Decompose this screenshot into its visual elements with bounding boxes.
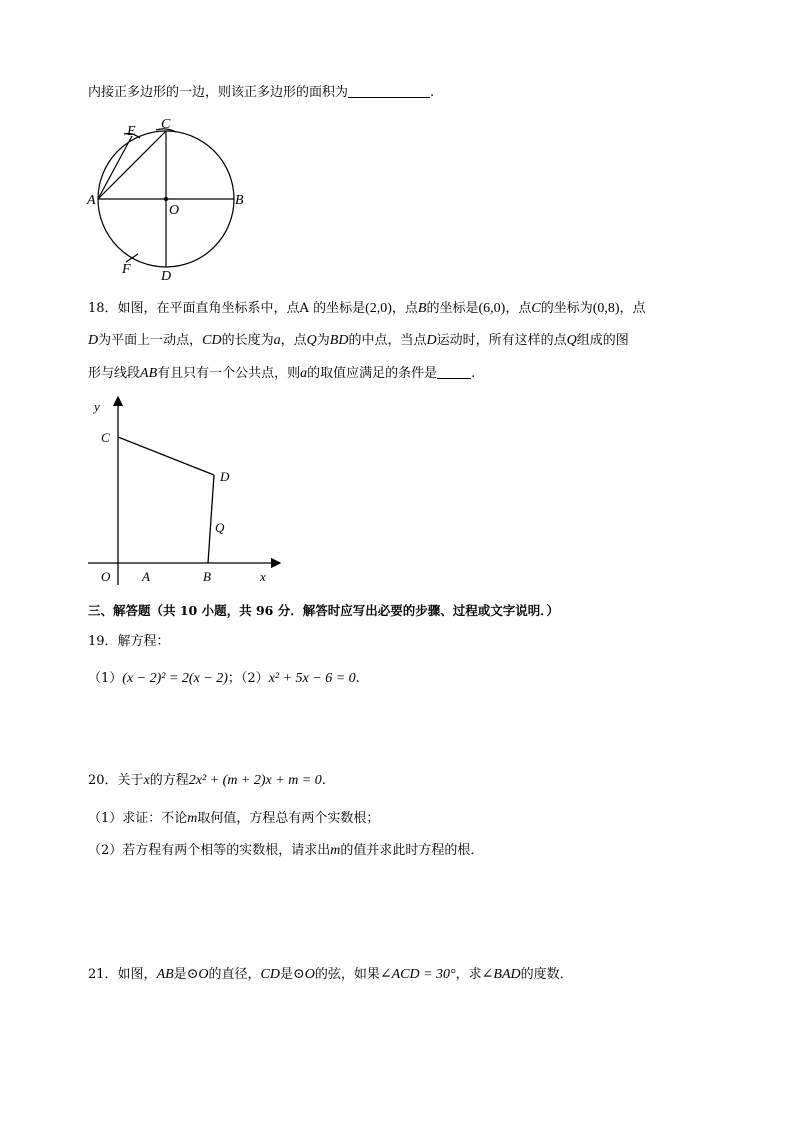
q18-text: 的坐标为 bbox=[540, 301, 593, 316]
q18-coord-a: (2,0) bbox=[365, 301, 392, 316]
q18-line-1 bbox=[88, 299, 646, 319]
q21-circle-o: ⊙O bbox=[293, 967, 315, 982]
q17-period: . bbox=[430, 85, 435, 100]
q18-coordinate-figure bbox=[86, 393, 286, 589]
q18-var-a: a bbox=[300, 366, 308, 381]
q18-text: 有且只有一个公共点，则 bbox=[157, 366, 301, 381]
q20-text: （2）若方程有两个相等的实数根，请求出 bbox=[88, 843, 331, 858]
q18-line-3 bbox=[88, 364, 475, 384]
q18-var-cd: CD bbox=[202, 333, 222, 348]
q17-tail-line bbox=[88, 83, 434, 103]
q18-label-b: B bbox=[203, 569, 211, 584]
q18-text: 为 bbox=[316, 333, 330, 348]
q18-answer-blank bbox=[437, 364, 471, 379]
q21-text: 的弦，如果 bbox=[314, 967, 380, 982]
q20-text: 取何值，方程总有两个实数根； bbox=[197, 811, 380, 826]
q20-line-1 bbox=[88, 771, 326, 791]
q17-center-dot bbox=[164, 197, 168, 201]
q18-period: . bbox=[471, 366, 476, 381]
q17-label-d: D bbox=[161, 269, 172, 284]
q20-text: 的方程 bbox=[149, 773, 189, 788]
q18-text: 形与线段 bbox=[88, 366, 141, 381]
q18-text: ，点 bbox=[619, 301, 646, 316]
q18-line-2 bbox=[88, 331, 629, 351]
q18-text: 的坐标是 bbox=[426, 301, 479, 316]
q20-var-m: m bbox=[187, 811, 198, 826]
q18-text: ，点 bbox=[505, 301, 532, 316]
q17-label-f: F bbox=[122, 262, 131, 277]
q18-label-c: C bbox=[101, 430, 110, 445]
q21-text: 如图， bbox=[117, 967, 157, 982]
q18-number: 18． bbox=[88, 301, 118, 316]
q18-label-q: Q bbox=[215, 520, 225, 535]
q18-text: 的中点，当点 bbox=[348, 333, 427, 348]
q18-label-a: A bbox=[142, 569, 150, 584]
q20-part-2 bbox=[88, 841, 483, 861]
q18-segment-cd bbox=[118, 437, 214, 475]
q19-equation-1: (x − 2)² = 2(x − 2) bbox=[122, 671, 228, 686]
q18-var-b: B bbox=[417, 301, 427, 316]
q20-text: （1）求证：不论 bbox=[88, 811, 188, 826]
q18-label-x: x bbox=[260, 569, 266, 584]
q18-text: ，点 bbox=[391, 301, 418, 316]
q21-text: 是 bbox=[280, 967, 294, 982]
q18-var-d: D bbox=[88, 333, 99, 348]
q21-text: ，求 bbox=[455, 967, 482, 982]
q19-title-line bbox=[88, 632, 170, 652]
section-3-heading: 三、解答题（共 10 小题，共 96 分．解答时应写出必要的步骤、过程或文字说明．） bbox=[88, 603, 559, 618]
q18-coord-b: (6,0) bbox=[478, 301, 506, 316]
q18-text: 组成的图 bbox=[576, 333, 629, 348]
q19-title: 解方程： bbox=[117, 634, 170, 649]
q17-circle-figure bbox=[86, 112, 252, 284]
q20-number: 20． bbox=[88, 773, 118, 788]
q18-var-bd: BD bbox=[329, 333, 349, 348]
q20-var-m: m bbox=[330, 843, 341, 858]
q20-equation: 2x² + (m + 2)x + m = 0 bbox=[188, 773, 322, 788]
q20-text: 的值并求此时方程的根． bbox=[340, 843, 484, 858]
q18-label-d: D bbox=[220, 469, 230, 484]
q19-number: 19． bbox=[88, 634, 118, 649]
q18-label-o: O bbox=[101, 569, 111, 584]
q21-text: 的直径， bbox=[208, 967, 261, 982]
q18-text: 的长度为 bbox=[221, 333, 274, 348]
q20-var-x: x bbox=[143, 773, 150, 788]
q19-part-label: （1） bbox=[88, 671, 123, 686]
q18-label-y: y bbox=[94, 399, 100, 414]
q21-number: 21． bbox=[88, 967, 118, 982]
q17-label-c: C bbox=[161, 117, 171, 132]
q18-segment-db bbox=[208, 475, 214, 563]
q17-answer-blank bbox=[348, 83, 430, 98]
q18-var-c: C bbox=[531, 301, 541, 316]
q17-label-b: B bbox=[235, 193, 244, 208]
q18-var-q: Q bbox=[306, 333, 317, 348]
q19-separator: ；（2） bbox=[227, 671, 269, 686]
q17-chord-ac bbox=[98, 131, 166, 199]
q21-text: 的度数． bbox=[520, 967, 573, 982]
q18-text: 的取值应满足的条件是 bbox=[307, 366, 438, 381]
q19-equations-line bbox=[88, 669, 360, 689]
q18-var-ab: AB bbox=[140, 366, 158, 381]
q20-part-1 bbox=[88, 809, 379, 829]
q18-var-a: a bbox=[273, 333, 281, 348]
q21-angle-bad: ∠BAD bbox=[481, 967, 521, 982]
q18-text: 运动时，所有这样的点 bbox=[436, 333, 567, 348]
q17-label-o: O bbox=[169, 203, 180, 218]
q21-line bbox=[88, 965, 573, 985]
q17-chord-ae bbox=[98, 136, 132, 199]
q21-circle-o: ⊙O bbox=[186, 967, 209, 982]
q18-text: 如图，在平面直角坐标系中，点A 的坐标是 bbox=[117, 301, 366, 316]
q21-var-ab: AB bbox=[156, 967, 174, 982]
q20-text: 关于 bbox=[117, 773, 144, 788]
q19-equation-2: x² + 5x − 6 = 0 bbox=[268, 671, 356, 686]
q18-coord-c: (0,8) bbox=[592, 301, 620, 316]
q17-label-a: A bbox=[87, 193, 96, 208]
q19-period: . bbox=[355, 671, 360, 686]
q18-var-d: D bbox=[426, 333, 437, 348]
q18-text: ，点 bbox=[280, 333, 307, 348]
q17-label-e: E bbox=[127, 124, 136, 139]
q17-text: 内接正多边形的一边，则该正多边形的面积为 bbox=[88, 85, 349, 100]
q21-var-cd: CD bbox=[260, 967, 280, 982]
q18-text: 为平面上一动点， bbox=[98, 333, 203, 348]
q18-var-q: Q bbox=[566, 333, 577, 348]
q21-angle-acd: ∠ACD = 30° bbox=[379, 967, 456, 982]
q20-period: . bbox=[321, 773, 326, 788]
q21-text: 是 bbox=[173, 967, 187, 982]
